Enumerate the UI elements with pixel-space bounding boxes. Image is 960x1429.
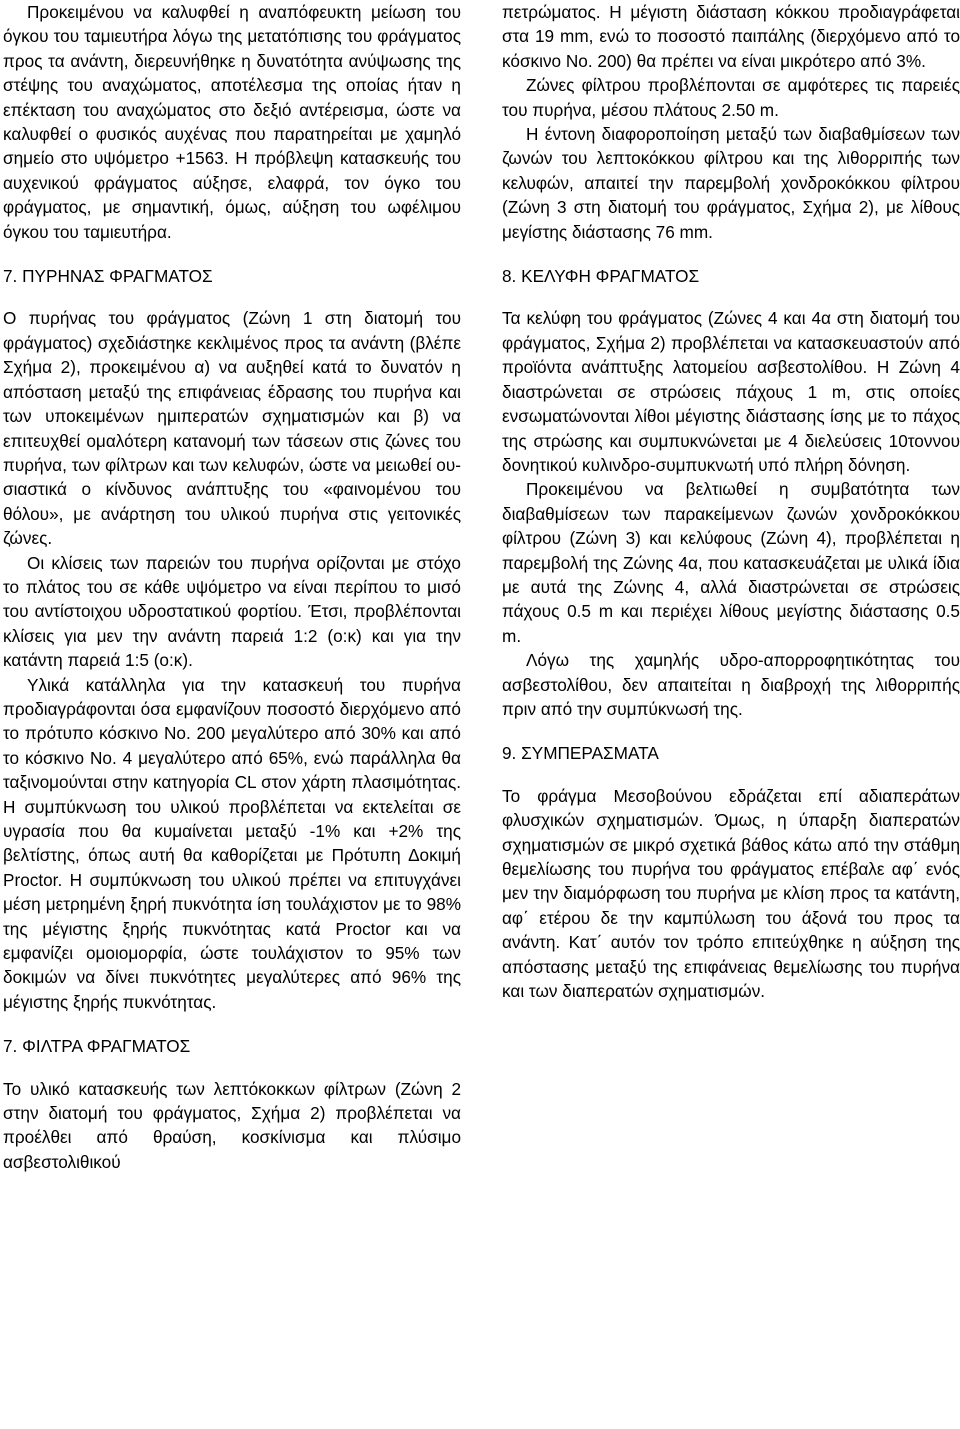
paragraph: Τα κελύφη του φράγματος (Ζώνες 4 και 4α στη διατομή του φράγματος, Σχήμα 2) προβλέπεται να κατασκευαστούν από προϊόντα ανάπτυξης λατομείου ασβεστολίθου. Η Ζώνη 4 διαστρώνεται σε στρώσεις πάχους 1 m, στις οποίες ενσωματώνονται λίθοι μέγιστης διάστασης ίσης με το πάχος της στρώσης και συμπυκνώνεται με 4 διελεύσεις 10τοννου δονητικού κυλινδρο-συμπυκνωτή υπό πλήρη δόνηση. — [502, 308, 960, 475]
paragraph: Υλικά κατάλληλα για την κατασκευή του πυρήνα προδιαγράφονται όσα εμφανίζουν ποσοστό διερχόμενο από το πρότυπο κόσκινο Νο. 200 μεγαλύτερο από 30% και από το κόσκινο Νο. 4 μεγαλύτερο από 65%, ενώ παράλληλα θα ταξινομούνται στην κατηγορία CL στον χάρτη πλασιμότητας. Η συμπύκνωση του υλικού προβλέπεται να εκτελείται σε υγρασία που θα κυμαίνεται μεταξύ -1% και +2% της βελτίστης, όπως αυτή θα καθορίζεται με Πρότυπη Δοκιμή Proctor. Η συμπύκνωση του υλικού πρέπει να επιτυγχάνει μέση μετρημένη ξηρή πυκνότητα ίση τουλάχιστον με το 98% της μέγιστης ξηρής πυκνότητας κατά Proctor και να εμφανίζει ομοιομορφία, ώστε τουλάχιστον το 95% των δοκιμών να δίνει πυκνότητες μεγαλύτερες από 96% της μέγιστης ξηρής πυκνότητας. — [3, 674, 461, 1012]
paragraph: Προκειμένου να καλυφθεί η αναπόφευκτη μείωση του όγκου του ταμιευτήρα λόγω της μετατόπισης του φράγματος προς τα ανάντη, διερευνήθηκε η δυνατότητα ανύψωσης της στέψης του αναχώματος, αποτέλεσμα της οποίας ήταν η επέκταση του αναχώματος στο δεξιό αντέρεισμα, ώστε να καλυφθεί ο φυσικός αυχένας που παρατηρείται με χαμηλό σημείο στο υψόμετρο +1563. Η πρόβλεψη κατασκευής του αυχενικού φράγματος αύξησε, ελαφρά, τον όγκο του φράγματος, με σημαντική, όμως, αύξηση του ωφέλιμου όγκου του ταμιευτήρα. — [3, 2, 461, 242]
paragraph: Οι κλίσεις των παρειών του πυρήνα ορίζονται με στόχο το πλάτος του σε κάθε υψόμετρο να είναι περίπου το μισό του αντίστοιχου υδροστατικού φορτίου. Έτσι, προβλέπονται κλίσεις για μεν την ανάντη παρειά 1:2 (ο:κ) και για την κατάντη παρειά 1:5 (ο:κ). — [3, 552, 461, 671]
section-heading-conclusions: 9. ΣΥΜΠΕΡΑΣΜΑΤΑ — [502, 743, 659, 764]
paragraph: Η έντονη διαφοροποίηση μεταξύ των διαβαθμίσεων των ζωνών του λεπτοκόκκου φίλτρου και της λιθορριπής των κελυφών, απαιτεί την παρεμβολή χονδροκόκκου φίλτρου (Ζώνη 3 στη διατομή του φράγματος, Σχήμα 2), με λίθους μεγίστης διάστασης 76 mm. — [502, 124, 960, 242]
section-heading-filters: 7. ΦΙΛΤΡΑ ΦΡΑΓΜΑΤΟΣ — [3, 1036, 191, 1057]
paragraph: Ζώνες φίλτρου προβλέπονται σε αμφότερες τις παρειές του πυρήνα, μέσου πλάτους 2.50 m. — [502, 75, 960, 120]
section-heading-shells: 8. ΚΕΛΥΦΗ ΦΡΑΓΜΑΤΟΣ — [502, 266, 700, 287]
paragraph: Το φράγμα Μεσοβούνου εδράζεται επί αδιαπεράτων φλυσχικών σχηματισμών. Όμως, η ύπαρξη διαπερατών σχηματισμών σε μικρό σχετικά βάθος κάτω από την στάθμη θεμελίωσης του πυρήνα του φράγματος επέβαλε αφ΄ ενός μεν την διαμόρφωση του πυρήνα με κλίση προς τα κατάντη, αφ΄ ετέρου δε την καμπύλωση του άξονά του προς τα ανάντη. Κατ΄ αυτόν τον τρόπο επιτεύχθηκε η αύξηση της απόστασης μεταξύ της επιφάνειας θεμελίωσης του πυρήνα και των διαπερατών σχηματισμών. — [502, 785, 960, 1002]
paragraph: Το υλικό κατασκευής των λεπτόκοκκων φίλτρων (Ζώνη 2 στην διατομή του φράγματος, Σχήμα 2) προβλέπεται να προέλθει από θραύση, κοσκίνισμα και πλύσιμο ασβεστολιθικού — [3, 1078, 461, 1172]
right-column — [502, 0, 960, 1003]
section-heading-core: 7. ΠΥΡΗΝΑΣ ΦΡΑΓΜΑΤΟΣ — [3, 266, 213, 287]
paragraph: Λόγω της χαμηλής υδρο-απορροφητικότητας του ασβεστολίθου, δεν απαιτείται η διαβροχή της λιθορριπής πριν από την συμπύκνωσή της. — [502, 650, 960, 719]
left-column — [3, 0, 461, 1174]
paragraph: Προκειμένου να βελτιωθεί η συμβατότητα των διαβαθμίσεων των παρακείμενων ζωνών χονδροκόκκου φίλτρου (Ζώνη 3) και κελύφους (Ζώνη 4), προβλέπεται η παρεμβολή της Ζώνης 4α, που κατασκευάζεται με υλικά ίδια με αυτά της Ζώνης 4, αλλά διαστρώνεται σε στρώσεις πάχους 0.5 m και περιέχει λίθους μεγίστης διάστασης 0.5 m. — [502, 479, 960, 646]
paragraph: πετρώματος. Η μέγιστη διάσταση κόκκου προδιαγράφεται στα 19 mm, ενώ το ποσοστό παιπάλης (διερχόμενο από το κόσκινο Νο. 200) θα πρέπει να είναι μικρότερο από 3%. — [502, 2, 960, 71]
paragraph: Ο πυρήνας του φράγματος (Ζώνη 1 στη διατομή του φράγματος) σχεδιάστηκε κεκλιμένος προς τα ανάντη (βλέπε Σχήμα 2), προκειμένου α) να αυξηθεί κατά το δυνατόν η απόσταση μεταξύ της επιφάνειας έδρασης του πυρήνα και των υποκειμένων ημιπερατών σχηματισμών και β) να επιτευχθεί ομαλότερη κατανομή των τάσεων στις ζώνες του πυρήνα, των φίλτρων και των κελυφών, ώστε να μειωθεί ουσιαστικά ο κίνδυνος ανάπτυξης του «φαινομένου του θόλου», με ανάρτηση του υλικού πυρήνα στις γειτονικές ζώνες. — [3, 308, 461, 549]
